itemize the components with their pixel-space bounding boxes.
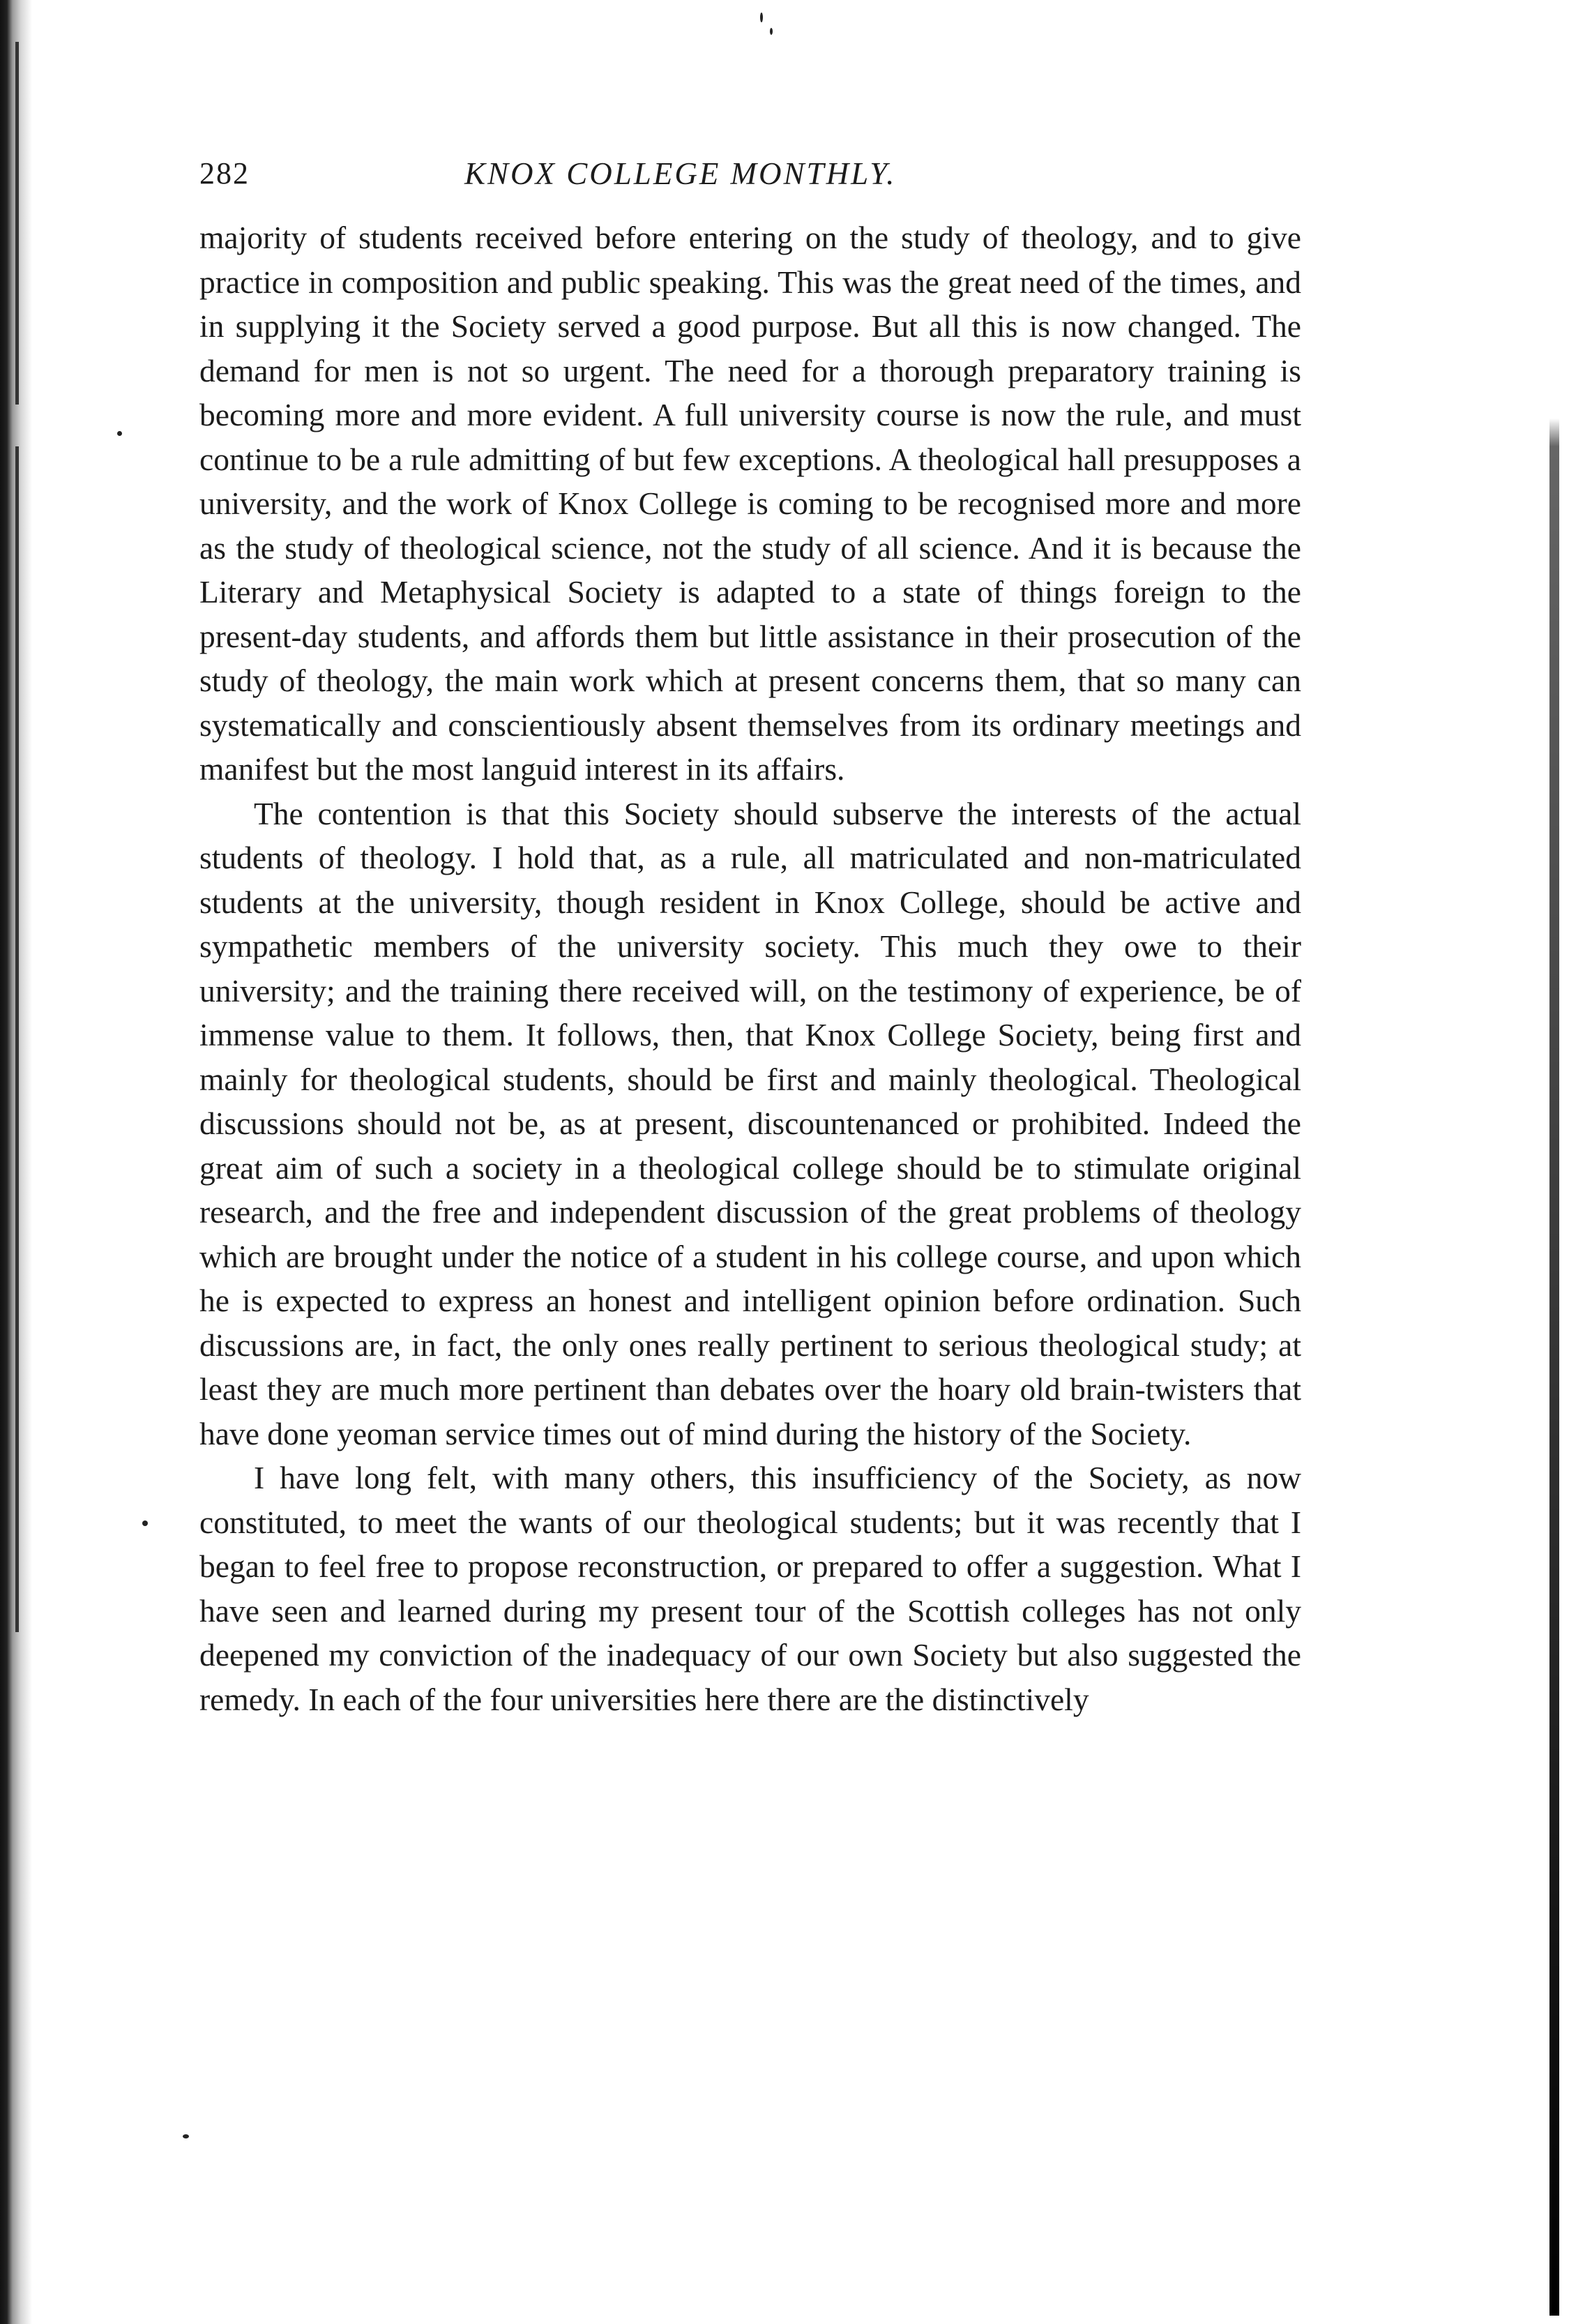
ink-speck	[142, 1521, 148, 1526]
page-number: 282	[199, 156, 250, 190]
document-page	[199, 143, 1301, 1721]
binding-shadow-strip	[15, 42, 19, 405]
binding-shadow-strip	[15, 446, 19, 1632]
paragraph-continuation: majority of students received before entering on the study of theology, and to give practice in composition and public speaking. This was the great need of the times, and in supplying it the Society served a good purpose. But all this is now changed. The demand for men is not so urgent. The need for a thorough preparatory training is becoming more and more evident. A full university course is now the rule, and must continue to be a rule admitting of but few exceptions. A theological hall presupposes a university, and the work of Knox College is coming to be recognised more and more as the study of theological science, not the study of all science. And it is because the Literary and Metaphysical Society is adapted to a state of things foreign to the present-day students, and affords them but little assistance in their prosecution of the study of theology, the main work which at present concerns them, that so many can systematically and conscientiously absent themselves from its ordinary meetings and manifest but the most languid interest in its affairs.	[199, 220, 1301, 787]
running-title: KNOX COLLEGE MONTHLY.	[464, 156, 897, 191]
paragraph: I have long felt, with many others, this insufficiency of the Society, as now constituted, to meet the wants of our theological students; but it was recently that I began to feel free to propose reconstruction, or prepared to offer a suggestion. What I have seen and learned during my present tour of the Scottish colleges has not only deepened my conviction of the inadequacy of our own Society but also suggested the remedy. In each of the four universities here there are the distinctively	[199, 1460, 1301, 1717]
paragraph: The contention is that this Society should subserve the interests of the actual students of theology. I hold that, as a rule, all matriculated and non-matriculated students at the university, though resident in Knox College, should be active and sympathetic members of the university society. This much they owe to their university; and the training there received will, on the testimony of experience, be of immense value to them. It follows, then, that Knox College Society, being first and mainly for theological students, should be first and mainly theological. Theological discussions should not be, as at present, discountenanced or prohibited. Indeed the great aim of such a society in a theological college should be to stimulate original research, and the free and independent discussion of the great problems of theology which are brought under the notice of a student in his college course, and upon which he is expected to express an honest and intelligent opinion before ordination. Such discussions are, in fact, the only ones really pertinent to serious theological study; at least they are much more pertinent than debates over the hoary old brain-twisters that have done yeoman service times out of mind during the history of the Society.	[199, 795, 1301, 1451]
body-text	[199, 216, 1301, 1721]
right-margin-rule	[1549, 418, 1559, 2316]
ink-speck	[770, 28, 773, 35]
ink-speck	[183, 2134, 189, 2138]
ink-speck	[760, 13, 763, 22]
ink-speck	[117, 431, 122, 436]
running-head	[199, 143, 1301, 206]
